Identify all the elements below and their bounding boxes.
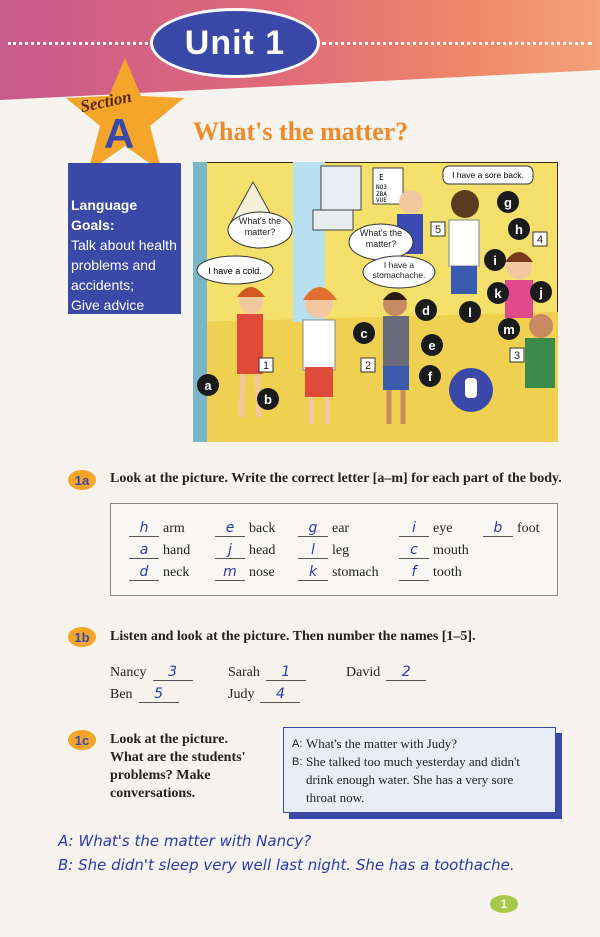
name-item: [110, 686, 179, 703]
goals-line: accidents;: [71, 277, 135, 293]
answer-blank[interactable]: b: [483, 520, 513, 537]
answer-blank[interactable]: e: [215, 520, 245, 537]
dialog-text: She talked too much yesterday and didn't: [306, 754, 520, 769]
body-part-item: [129, 542, 190, 559]
name-number-blank[interactable]: 2: [386, 664, 426, 681]
speech-bubble: I have a cold.: [208, 266, 262, 276]
name-item: [110, 664, 193, 681]
clinic-illustration: [193, 162, 558, 442]
exercise-badge-1a: 1a: [68, 470, 96, 490]
body-part-item: [483, 520, 540, 537]
name-number-blank[interactable]: 1: [266, 664, 306, 681]
name-number-blank[interactable]: 5: [139, 686, 179, 703]
body-part-word: head: [249, 543, 276, 558]
name-item: [228, 664, 306, 681]
exercise-badge-1c: 1c: [68, 730, 96, 750]
letter-label: j: [539, 285, 543, 300]
letter-label: l: [468, 305, 472, 320]
page-number: 1: [490, 895, 518, 913]
handwritten-line: B: She didn't sleep very well last night. She has a toothache.: [58, 856, 515, 874]
body-part-word: hand: [163, 543, 191, 558]
body-part-item: [215, 520, 275, 537]
dotted-line-right: [322, 42, 592, 48]
goals-title: Language Goals:: [71, 197, 138, 233]
speech-bubble: What's the matter?: [359, 228, 403, 249]
body-part-item: [298, 542, 349, 559]
body-part-word: arm: [163, 521, 185, 536]
dotted-line-left: [8, 42, 148, 48]
speech-bubble: I have a stomachache.: [372, 260, 426, 280]
dialog-line-b-cont: [292, 789, 547, 807]
unit-title: Unit 1: [150, 8, 320, 78]
goals-line: Talk about health: [71, 237, 177, 253]
instruction-line: Look at the picture.: [110, 732, 228, 747]
letter-label: b: [264, 392, 272, 407]
name-item: [346, 664, 426, 681]
goals-line: problems and: [71, 257, 156, 273]
speech-bubble: I have a sore back.: [452, 170, 524, 180]
body-part-word: tooth: [433, 565, 462, 580]
speech-bubble: What's the matter?: [238, 216, 282, 237]
answer-blank[interactable]: j: [215, 542, 245, 559]
student-name: Sarah: [228, 665, 260, 680]
dialog-text: What's the matter with Judy?: [306, 736, 458, 751]
answer-blank[interactable]: k: [298, 564, 328, 581]
answer-blank[interactable]: h: [129, 520, 159, 537]
language-goals-box: [68, 163, 181, 314]
answer-blank[interactable]: l: [298, 542, 328, 559]
letter-label: k: [494, 286, 502, 301]
body-part-item: [399, 542, 469, 559]
letter-label: g: [504, 195, 512, 210]
letter-label: c: [360, 326, 368, 341]
exercise-1c-instruction: [110, 731, 245, 803]
body-part-item: [298, 520, 349, 537]
body-part-item: [399, 520, 452, 537]
body-part-word: ear: [332, 521, 350, 536]
number-label: 3: [513, 350, 521, 362]
answer-blank[interactable]: i: [399, 520, 429, 537]
number-label: 5: [434, 224, 442, 236]
section-word: Section: [78, 86, 134, 117]
eye-chart-line: NQ3: [376, 184, 387, 191]
letter-label: i: [493, 253, 497, 268]
goals-line: Give advice: [71, 297, 145, 313]
body-part-word: foot: [517, 521, 540, 536]
dialog-text: drink enough water. She has a very sore: [306, 772, 514, 787]
answer-blank[interactable]: a: [129, 542, 159, 559]
dialog-line-a: [292, 735, 547, 753]
handwritten-line: A: What's the matter with Nancy?: [58, 832, 312, 850]
exercise-badge-1b: 1b: [68, 627, 96, 647]
number-label: 1: [262, 360, 270, 372]
body-part-item: [215, 542, 275, 559]
eye-chart-line: ZBA: [376, 191, 387, 198]
body-part-item: [129, 520, 185, 537]
body-part-word: back: [249, 521, 276, 536]
body-part-word: mouth: [433, 543, 469, 558]
exercise-1a-instruction: Look at the picture. Write the correct letter [a–m] for each part of the body.: [110, 471, 562, 486]
body-part-item: [215, 564, 275, 581]
name-number-blank[interactable]: 3: [153, 664, 193, 681]
exercise-1b-instruction: Listen and look at the picture. Then number the names [1–5].: [110, 629, 476, 644]
instruction-line: problems? Make: [110, 768, 211, 783]
dialog-line-b: [292, 753, 547, 771]
student-name: Nancy: [110, 665, 147, 680]
instruction-line: conversations.: [110, 786, 196, 801]
eye-chart-line: VUE: [376, 197, 387, 204]
body-part-word: leg: [332, 543, 350, 558]
answer-box-1a: [110, 503, 558, 596]
eye-chart-line: E: [379, 173, 384, 182]
number-label: 4: [536, 234, 544, 246]
student-name: Judy: [228, 687, 255, 702]
body-part-word: nose: [249, 565, 275, 580]
letter-label: e: [428, 338, 436, 353]
body-part-item: [399, 564, 462, 581]
speaker-label: B:: [292, 756, 303, 768]
letter-label: h: [515, 222, 523, 237]
letter-label: f: [427, 369, 433, 384]
body-part-word: eye: [433, 521, 453, 536]
number-label: 2: [364, 360, 372, 372]
section-letter: A: [104, 110, 135, 157]
dialog-text: throat now.: [306, 790, 365, 805]
letter-label: m: [503, 322, 515, 337]
student-name: Ben: [110, 687, 133, 702]
body-part-item: [129, 564, 189, 581]
letter-label: a: [204, 378, 212, 393]
body-part-word: neck: [163, 565, 190, 580]
body-part-item: [298, 564, 379, 581]
dialog-line-b-cont: [292, 771, 547, 789]
letter-label: d: [422, 303, 430, 318]
instruction-line: What are the students': [110, 750, 246, 765]
student-name: David: [346, 665, 381, 680]
answer-blank[interactable]: m: [215, 564, 245, 581]
answer-blank[interactable]: d: [129, 564, 159, 581]
speaker-label: A:: [292, 738, 303, 750]
name-item: [228, 686, 300, 703]
page-title: What's the matter?: [193, 117, 409, 146]
sample-dialog-box: [283, 727, 556, 813]
answer-blank[interactable]: c: [399, 542, 429, 559]
answer-blank[interactable]: f: [399, 564, 429, 581]
name-number-blank[interactable]: 4: [260, 686, 300, 703]
body-part-word: stomach: [332, 565, 379, 580]
answer-blank[interactable]: g: [298, 520, 328, 537]
